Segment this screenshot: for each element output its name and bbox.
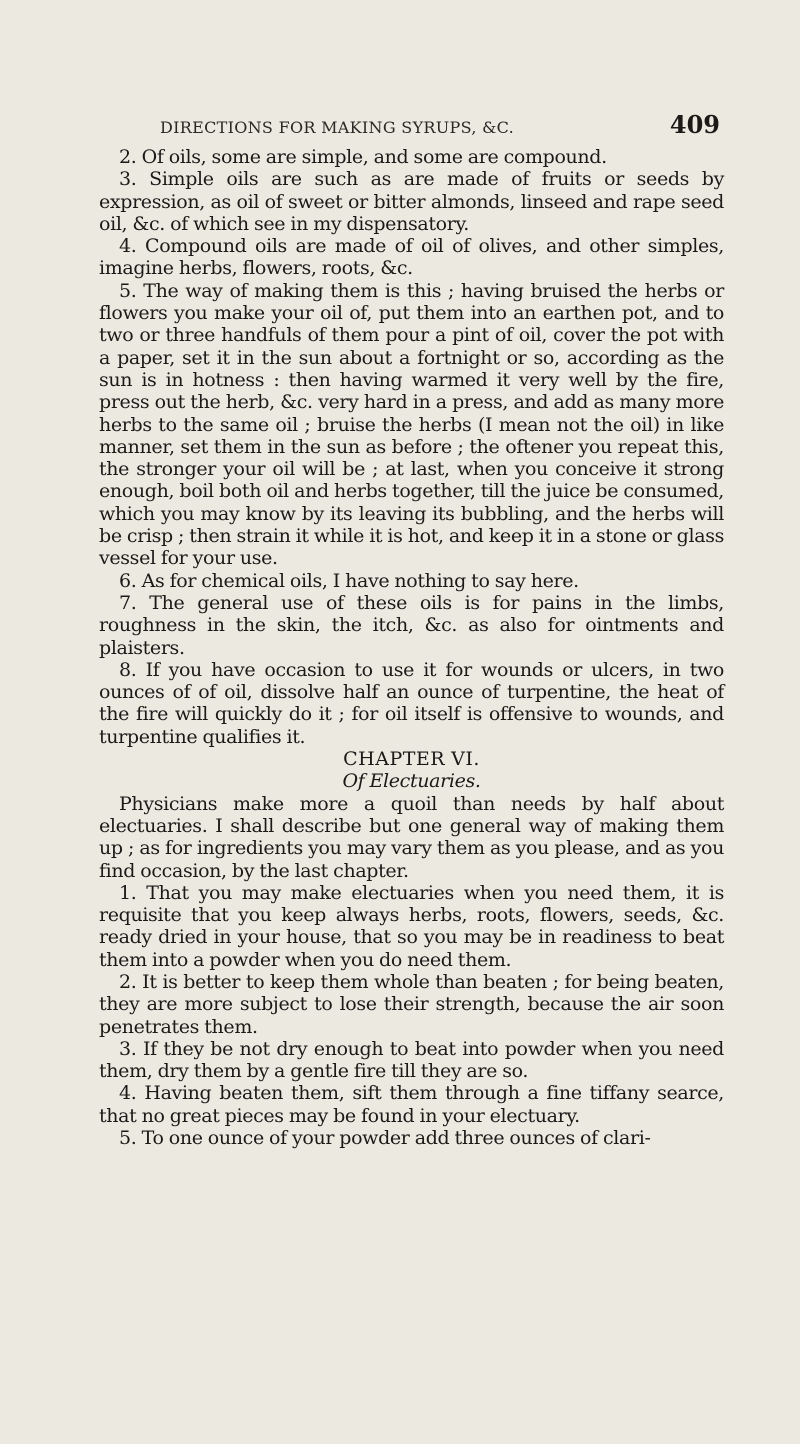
paragraph-electuaries-1: 1. That you may make electuaries when you need them, it is requisite that you keep always herbs, roots, flowers, seeds, &c. ready dried in your house, that so you may be in readiness to beat them into a powder when you do need them. — [99, 881, 724, 971]
paragraph-electuaries-5: 5. To one ounce of your powder add three ounces of clari- — [119, 1127, 651, 1150]
chapter-subheading: Of Electuaries. — [342, 770, 481, 793]
paragraph-oils-2: 2. Of oils, some are simple, and some are compound. — [119, 146, 607, 168]
paragraph-oils-3: 3. Simple oils are such as are made of fruits or seeds by expression, as oil of sweet or bitter almonds, linseed and rape seed oil, &c. of which see in my dispensatory. — [99, 168, 724, 235]
paragraph-oils-7: 7. The general use of these oils is for pains in the limbs, roughness in the skin, the itch, &c. as also for ointments and plaisters. — [99, 591, 724, 659]
paragraph-oils-5: 5. The way of making them is this ; having bruised the herbs or flowers you make your oil of, put them into an earthen pot, and to two or three handfuls of them pour a pint of oil, cover the pot with a paper, set it in the sun about a fortnight or so, according as the sun is in hotness : then having warmed it very well by the fire, press out the herb, &c. very hard in a press, and add as many more herbs to the same oil ; bruise the herbs (I mean not the oil) in like manner, set them in the sun as before ; the oftener you repeat this, the stronger your oil will be ; at last, when you conceive it strong enough, boil both oil and herbs together, till the juice be consumed, which you may know by its leaving its bubbling, and the herbs will be crisp ; then strain it while it is hot, and keep it in a stone or glass vessel for your use. — [99, 279, 724, 570]
paragraph-electuaries-intro: Physicians make more a quoil than needs by half about electuaries. I shall describe but one general way of making them up ; as for ingredients you may vary them as you please, and as you find occasion, by the last chapter. — [99, 792, 724, 882]
paragraph-electuaries-4: 4. Having beaten them, sift them through a fine tiffany searce, that no great pieces may be found in your electuary. — [99, 1082, 724, 1127]
paragraph-electuaries-2: 2. It is better to keep them whole than beaten ; for being beaten, they are more subject to lose their strength, because the air soon penetrates them. — [99, 970, 724, 1038]
chapter-heading: CHAPTER VI. — [343, 748, 480, 771]
paragraph-electuaries-3: 3. If they be not dry enough to beat into powder when you need them, dry them by a gentle fire till they are so. — [99, 1037, 724, 1083]
running-title: DIRECTIONS FOR MAKING SYRUPS, &C. — [160, 118, 514, 137]
paragraph-oils-6: 6. As for chemical oils, I have nothing to say here. — [119, 569, 579, 592]
page-number: 409 — [669, 110, 720, 139]
body-text — [99, 146, 724, 1149]
paragraph-oils-8: 8. If you have occasion to use it for wounds or ulcers, in two ounces of of oil, dissolve half an ounce of turpentine, the heat of the fire will quickly do it ; for oil itself is offensive to wounds, and turpentine qualifies it. — [99, 658, 724, 748]
paragraph-oils-4: 4. Compound oils are made of oil of olives, and other simples, imagine herbs, flowers, roots, &c. — [99, 235, 724, 280]
running-head — [160, 110, 720, 140]
